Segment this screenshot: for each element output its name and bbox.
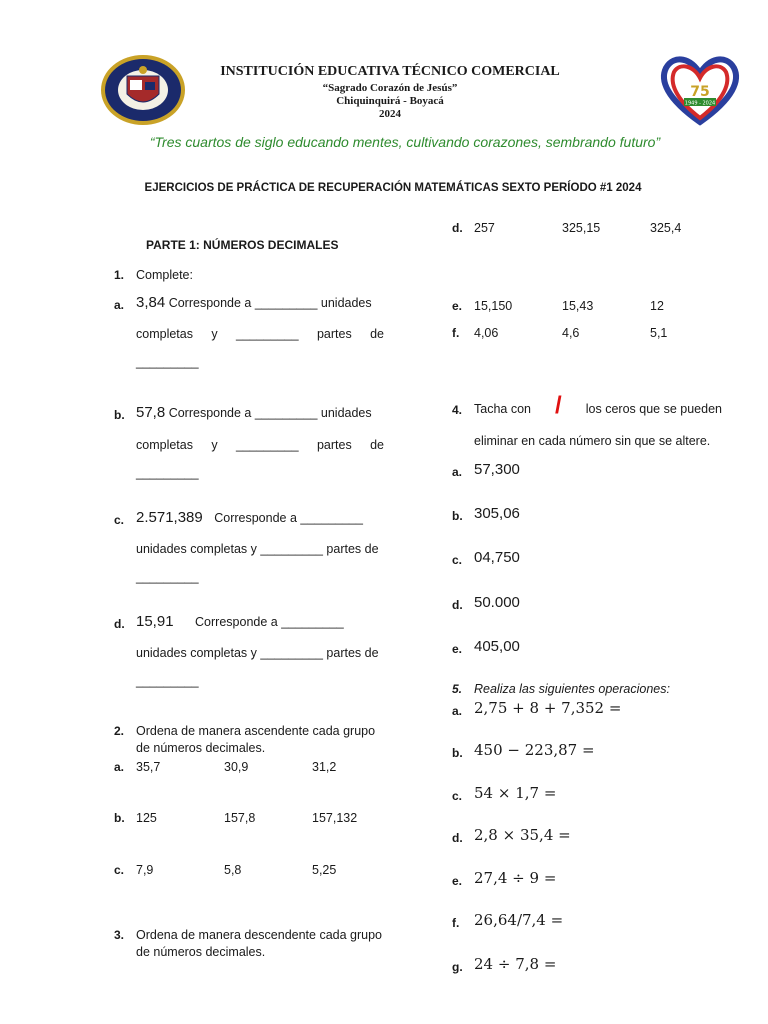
q5e-letter: e. bbox=[452, 874, 463, 888]
part1-heading: PARTE 1: NÚMEROS DECIMALES bbox=[146, 238, 339, 252]
header-year: 2024 bbox=[379, 108, 401, 120]
q5b-letter: b. bbox=[452, 746, 463, 760]
q2a-letter: a. bbox=[114, 760, 125, 774]
q2c-v1: 7,9 bbox=[136, 863, 154, 877]
q1d-value: 15,91 bbox=[136, 613, 174, 630]
q4b-letter: b. bbox=[452, 509, 463, 523]
q5f-expr: 26,64/7,4 = bbox=[474, 911, 564, 929]
q1d-letter: d. bbox=[114, 617, 125, 631]
q4c-letter: c. bbox=[452, 553, 463, 567]
q4d-value: 50.000 bbox=[474, 594, 520, 611]
q3f-v2: 4,6 bbox=[562, 326, 580, 340]
q1c-line2: unidades completas y _________ partes de bbox=[136, 542, 379, 556]
q1c-letter: c. bbox=[114, 513, 125, 527]
anniversary-years: 1949 - 2024 bbox=[684, 100, 716, 107]
school-location: Chiquinquirá - Boyacá bbox=[336, 95, 444, 107]
q1a-letter: a. bbox=[114, 298, 125, 312]
q3d-v2: 325,15 bbox=[562, 221, 601, 235]
q3e-v1: 15,150 bbox=[474, 299, 513, 313]
q3e-v2: 15,43 bbox=[562, 299, 594, 313]
q2-line2: de números decimales. bbox=[136, 741, 266, 755]
anniversary-number: 75 bbox=[690, 84, 710, 100]
q1-number: 1. bbox=[114, 268, 125, 282]
motto: “Tres cuartos de siglo educando mentes, cultivando corazones, sembrando futuro” bbox=[149, 134, 661, 150]
q2a-v3: 31,2 bbox=[312, 760, 337, 774]
school-name: “Sagrado Corazón de Jesús” bbox=[322, 82, 458, 94]
q4b-value: 305,06 bbox=[474, 505, 520, 522]
q5d-expr: 2,8 × 35,4 = bbox=[474, 826, 571, 844]
q5d-letter: d. bbox=[452, 831, 463, 845]
q5a-letter: a. bbox=[452, 704, 463, 718]
q1c-line1: 2.571,389 Corresponde a _________ bbox=[136, 509, 363, 526]
q5-number: 5. bbox=[452, 682, 463, 696]
q2a-v2: 30,9 bbox=[224, 760, 249, 774]
q1c-line3: _________ bbox=[136, 570, 199, 584]
q1a-line3: _________ bbox=[136, 355, 199, 369]
anniversary-logo bbox=[656, 52, 744, 128]
q2b-v3: 157,132 bbox=[312, 811, 358, 825]
q4-line2: eliminar en cada número sin que se altere. bbox=[474, 434, 711, 448]
q5c-expr: 54 × 1,7 = bbox=[474, 784, 557, 802]
q3d-v3: 325,4 bbox=[650, 221, 682, 235]
q4e-letter: e. bbox=[452, 642, 463, 656]
q4e-value: 405,00 bbox=[474, 638, 520, 655]
q3f-letter: f. bbox=[452, 326, 460, 340]
q4-line1: Tacha con / los ceros que se pueden bbox=[474, 392, 722, 419]
q5-text: Realiza las siguientes operaciones: bbox=[474, 682, 670, 696]
q1a-line2: completas y _________ partes de bbox=[136, 327, 384, 341]
q2c-v2: 5,8 bbox=[224, 863, 242, 877]
q5a-expr: 2,75 + 8 + 7,352 = bbox=[474, 699, 622, 717]
q4a-letter: a. bbox=[452, 465, 463, 479]
q1-text: Complete: bbox=[136, 268, 193, 282]
q2-line1: Ordena de manera ascendente cada grupo bbox=[136, 724, 376, 738]
q1d-line3: _________ bbox=[136, 674, 199, 688]
q5f-letter: f. bbox=[452, 916, 460, 930]
q3e-v3: 12 bbox=[650, 299, 664, 313]
q3-line1: Ordena de manera descendente cada grupo bbox=[136, 928, 383, 942]
q1c-value: 2.571,389 bbox=[136, 509, 203, 526]
q2c-v3: 5,25 bbox=[312, 863, 337, 877]
q5g-letter: g. bbox=[452, 960, 463, 974]
q2c-letter: c. bbox=[114, 863, 125, 877]
q1b-line2: completas y _________ partes de bbox=[136, 438, 384, 452]
q3e-letter: e. bbox=[452, 299, 463, 313]
q5b-expr: 450 − 223,87 = bbox=[474, 741, 595, 759]
q2b-v2: 157,8 bbox=[224, 811, 256, 825]
q2b-v1: 125 bbox=[136, 811, 157, 825]
q1a-value: 3,84 bbox=[136, 294, 166, 311]
q4c-value: 04,750 bbox=[474, 549, 520, 566]
document-title: EJERCICIOS DE PRÁCTICA DE RECUPERACIÓN MATEMÁTICAS SEXTO PERÍODO #1 2024 bbox=[144, 182, 642, 194]
q1a-line1: 3,84 Corresponde a _________ unidades bbox=[136, 294, 372, 311]
q4-number: 4. bbox=[452, 403, 463, 417]
q2-number: 2. bbox=[114, 724, 125, 738]
q3f-v3: 5,1 bbox=[650, 326, 668, 340]
q3-line2: de números decimales. bbox=[136, 945, 266, 959]
q3f-v1: 4,06 bbox=[474, 326, 499, 340]
institution-name: INSTITUCIÓN EDUCATIVA TÉCNICO COMERCIAL bbox=[220, 64, 560, 79]
q1b-value: 57,8 bbox=[136, 404, 166, 421]
q1b-line1: 57,8 Corresponde a _________ unidades bbox=[136, 404, 372, 421]
q5e-expr: 27,4 ÷ 9 = bbox=[474, 869, 557, 887]
q3-number: 3. bbox=[114, 928, 125, 942]
q4a-value: 57,300 bbox=[474, 461, 520, 478]
q5g-expr: 24 ÷ 7,8 = bbox=[474, 955, 557, 973]
q3d-v1: 257 bbox=[474, 221, 495, 235]
q2a-v1: 35,7 bbox=[136, 760, 161, 774]
q5c-letter: c. bbox=[452, 789, 463, 803]
q2b-letter: b. bbox=[114, 811, 125, 825]
q1d-line1: 15,91 Corresponde a _________ bbox=[136, 613, 344, 630]
q4d-letter: d. bbox=[452, 598, 463, 612]
q1b-line3: _________ bbox=[136, 466, 199, 480]
red-slash-mark: / bbox=[555, 392, 562, 419]
q1b-letter: b. bbox=[114, 408, 125, 422]
q3d-letter: d. bbox=[452, 221, 463, 235]
q1d-line2: unidades completas y _________ partes de bbox=[136, 646, 379, 660]
